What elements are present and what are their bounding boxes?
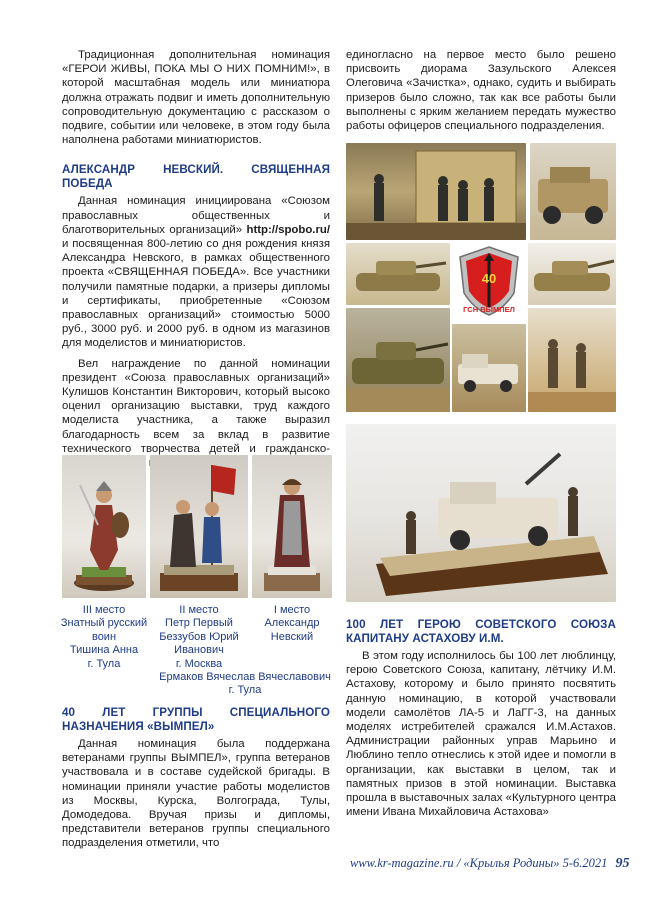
emblem-label: ГСН ВЫМПЕЛ — [463, 305, 515, 314]
spobo-link[interactable]: http://spobo.ru/ — [246, 223, 331, 236]
caption-first-place — [248, 604, 336, 644]
page-footer — [350, 856, 640, 876]
emblem-number: 40 — [481, 271, 497, 286]
astakhov-paragraph: В этом году исполнилось бы 100 лет люблинцу, герою Советского Союза, капитану, лётчику И.М. Астахову, которому и было принято посвятить данную номинацию, в которой участвовали модели самолётов ЛА-5 и ЛаГГ-3, на данных моделях истребителей сражался И.М.Астахов. Администрации районных управ Марьино и Люблино тепло отнеслись к этой идее и помогли в организации, как выставки в целом, так и памятных призов в этой номинации. Выставка прошла в выставочных залах «Культурного центра имени Ивана Михайловича Астахова» — [346, 650, 616, 819]
nevsky-paragraph-2: Вел награждение по данной номинации президент «Союза православных организаций» Кулишов Константин Викторович, который высоко оценил организацию выставки, труд каждого моделиста участника, а также выразил благодарность всем за вклад в развитие технического творчества детей и гражданско- — [62, 357, 330, 455]
photo-third-place-miniature — [62, 455, 146, 598]
caption-third-line-2: Знатный русский — [60, 617, 148, 630]
collage-vympel-emblem — [452, 243, 526, 321]
photo-technical-diorama — [346, 424, 616, 602]
footer-separator: / — [453, 856, 464, 870]
caption-second-line-3: Беззубов Юрий — [159, 630, 239, 643]
tank-right-illustration — [528, 243, 616, 305]
right-column-bottom — [346, 618, 616, 825]
soldiers-diorama-illustration — [346, 143, 526, 240]
footer-magazine: «Крылья Родины» 5-6.2021 — [463, 856, 608, 870]
nevsky-paragraph-1 — [62, 194, 330, 350]
nevsky-p1-end: и посвященная 800-летию со дня рождения князя Александра Невского, в рамках общественного проекта «СВЯЩЕННАЯ ПОБЕДА». Все участники получили памятные подарки, а призеры дипломы и сертификаты, приобретенные «Союзом православных организаций» стоимостью 5000 руб., 3000 руб. и 2000 руб. в одном из магазинов для моделистов и миниатюристов. — [62, 238, 330, 350]
photo-first-place-miniature — [252, 455, 332, 598]
caption-first-line-1: I место — [273, 604, 311, 616]
astakhov-heading: 100 ЛЕТ ГЕРОЮ СОВЕТСКОГО СОЮЗА КАПИТАНУ АСТАХОВУ И.М. — [346, 618, 616, 645]
caption-bottom-author — [150, 671, 340, 698]
collage-soldiers-desert — [528, 308, 616, 412]
collage-bmp-vehicle — [346, 308, 450, 412]
caption-second-line-1: II место — [179, 604, 219, 616]
caption-bottom-line-1: Ермаков Вячеслав Вячеславович — [159, 671, 331, 683]
peter-figure-illustration — [150, 455, 248, 598]
technical-truck-illustration — [346, 424, 616, 602]
nevsky-p1-start: Данная номинация инициирована «Союзом православных общественных и благотворительных организаций» — [62, 195, 330, 236]
caption-third-line-4: Тишина Анна — [69, 644, 139, 657]
caption-second-line-4: Иванович — [174, 644, 224, 657]
vympel-heading: 40 ЛЕТ ГРУППЫ СПЕЦИАЛЬНОГО НАЗНАЧЕНИЯ «ВЫМПЕЛ» — [62, 706, 330, 733]
footer-site[interactable]: www.kr-magazine.ru — [350, 856, 454, 870]
right-top-paragraph: единогласно на первое место было решено присвоить диорама Зазульского Алексея Олеговича «Зачистка», однако, судить и выбирать призеров было сложно, так как все работы были выполнены с ярким желанием передать мужество работы офицеров специального подразделения. — [346, 49, 616, 133]
caption-third-line-5: г. Тула — [87, 657, 121, 670]
caption-third-line-1: III место — [82, 604, 126, 616]
vympel-paragraph: Данная номинация была поддержана ветеранами группы ВЫМПЕЛ», группа ветеранов участвовала и в составе судейской бригады. В номинации приняли участие работы моделистов из Москвы, Курска, Волгограда, Тулы, Домодедова. Вручая призы и дипломы, представители ветеранов группы специального подразделения отметили, что — [62, 738, 330, 850]
collage-tank-right — [528, 243, 616, 305]
desert-soldiers-illustration — [528, 308, 616, 412]
caption-third-place — [52, 604, 156, 671]
nevsky-heading: АЛЕКСАНДР НЕВСКИЙ. СВЯЩЕННАЯ ПОБЕДА — [62, 163, 330, 191]
caption-second-line-2: Петр Первый — [165, 617, 233, 630]
bmp-illustration — [346, 308, 450, 412]
collage-armored-truck — [530, 143, 616, 240]
collage-pickup-small — [452, 324, 526, 412]
collage-diorama-wall — [346, 143, 526, 240]
armored-truck-illustration — [530, 143, 616, 240]
left-column-top — [62, 48, 330, 476]
page-number: 95 — [615, 856, 630, 871]
nevsky-figure-illustration — [252, 455, 332, 598]
collage-tank-left — [346, 243, 450, 305]
photo-second-place-miniature — [150, 455, 248, 598]
caption-bottom-line-2: г. Тула — [228, 684, 262, 697]
caption-third-line-3: воин — [91, 630, 117, 643]
warrior-figure-illustration — [62, 455, 146, 598]
tank-illustration — [346, 243, 450, 305]
caption-second-place — [146, 604, 252, 671]
caption-first-line-3: Невский — [270, 630, 314, 643]
pickup-small-illustration — [452, 324, 526, 412]
right-column-top — [346, 48, 616, 139]
intro-paragraph: Традиционная дополнительная номинация «ГЕРОИ ЖИВЫ, ПОКА МЫ О НИХ ПОМНИМ!», в которой масштабная модель или миниатюра должна отражать подвиг и иметь дополнительную сопроводительную документацию с рассказом о подвиге, событии или человеке, в этом году была наполнена работами миниатюристов. — [62, 49, 330, 147]
caption-first-line-2: Александр — [264, 617, 320, 630]
caption-second-line-5: г. Москва — [175, 657, 223, 670]
left-column-bottom — [62, 706, 330, 857]
